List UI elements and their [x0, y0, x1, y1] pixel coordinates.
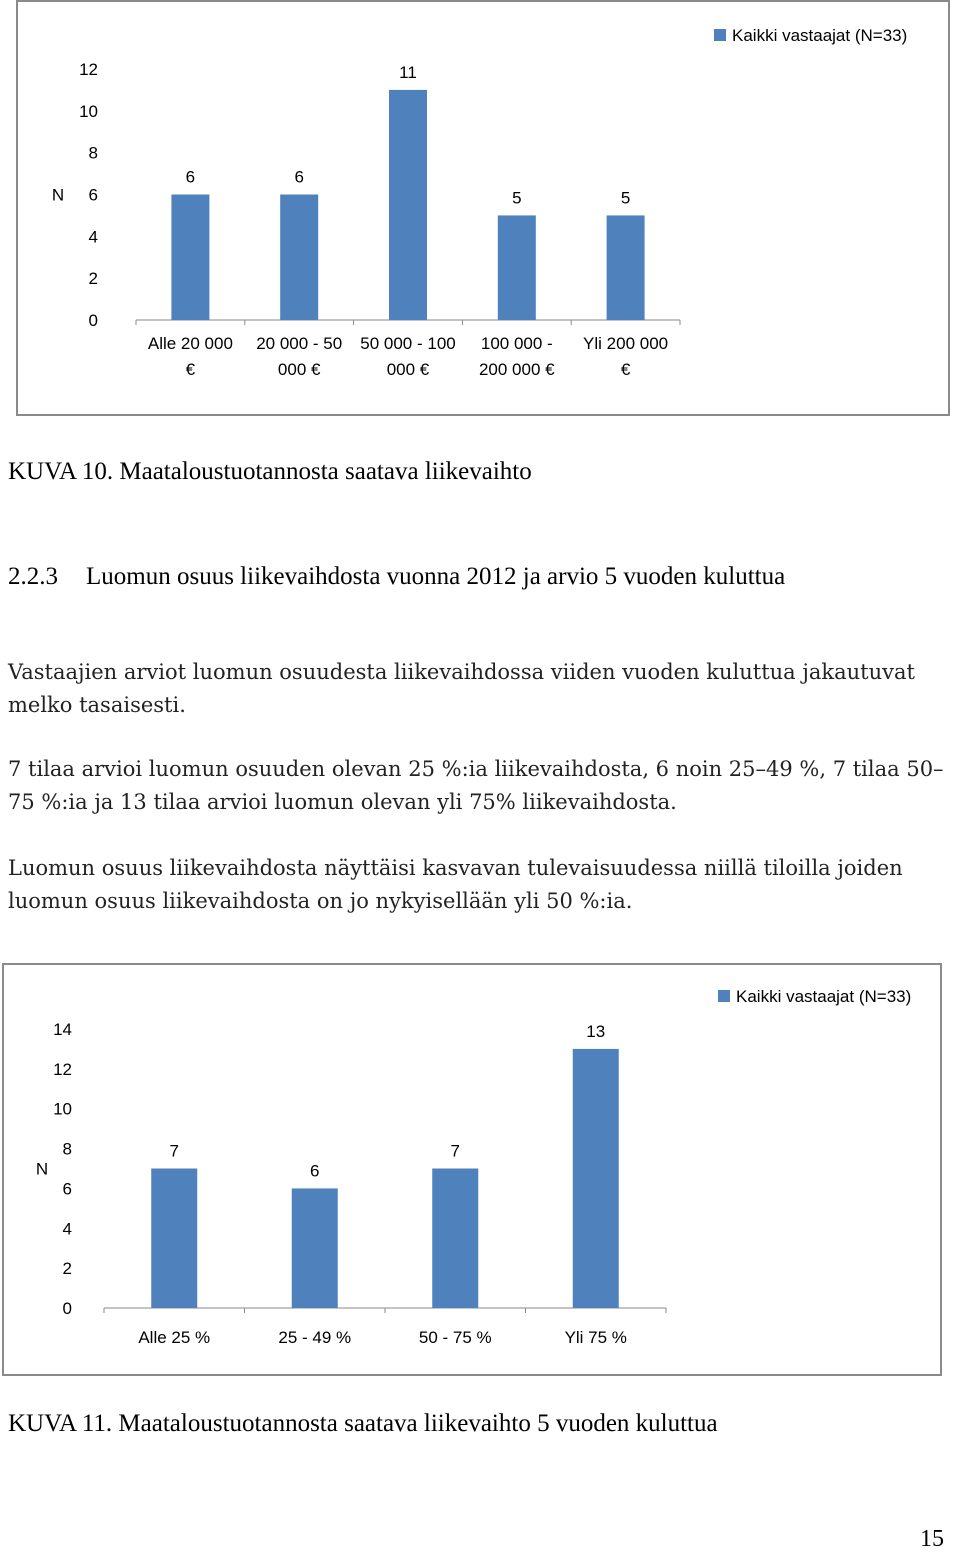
x-tick-label: 50 000 - 100 — [360, 334, 456, 353]
y-tick-label: 4 — [62, 1219, 72, 1239]
bar — [280, 195, 318, 321]
y-axis-label: N — [35, 1159, 49, 1179]
data-label: 11 — [399, 62, 417, 82]
data-label: 13 — [586, 1021, 606, 1041]
y-axis-label: N — [51, 185, 65, 205]
x-tick-label: 000 € — [277, 360, 321, 379]
y-tick-label: 14 — [53, 1020, 72, 1039]
data-label: 6 — [185, 167, 196, 187]
page-number: 15 — [920, 1526, 944, 1552]
y-tick-label: 4 — [88, 227, 98, 247]
x-tick-label: Yli 75 % — [564, 1328, 627, 1347]
bar — [607, 215, 645, 320]
y-tick-label: 10 — [79, 101, 98, 121]
y-tick-label: 0 — [88, 311, 98, 330]
bar — [573, 1049, 619, 1308]
data-label: 6 — [294, 167, 304, 187]
legend-swatch — [714, 29, 726, 41]
legend-label: Kaikki vastaajat (N=33) — [732, 26, 908, 45]
chart-figure-11 — [2, 963, 942, 1376]
x-tick-label: Alle 25 % — [138, 1328, 211, 1347]
y-tick-label: 0 — [62, 1299, 72, 1318]
y-tick-label: 6 — [88, 185, 98, 205]
y-tick-label: 8 — [62, 1139, 72, 1159]
figure-10-caption: KUVA 10. Maataloustuotannosta saatava liikevaihto — [8, 458, 532, 485]
x-tick-label: 50 - 75 % — [418, 1328, 492, 1347]
bar — [171, 195, 209, 321]
paragraph-2: 7 tilaa arvioi luomun osuuden olevan 25 %:ia liikevaihdosta, 6 noin 25–49 %, 7 tilaa 50–75 %:ia ja 13 tilaa arvioi luomun olevan yli 75% liikevaihdosta. — [8, 757, 944, 814]
figure-11-caption: KUVA 11. Maataloustuotannosta saatava liikevaihto 5 vuoden kuluttua — [8, 1410, 718, 1437]
x-tick-label: 100 000 - — [480, 334, 553, 353]
x-tick-label: 000 € — [386, 360, 430, 379]
section-number: 2.2.3 — [8, 563, 58, 590]
y-tick-label: 10 — [53, 1099, 72, 1119]
paragraph-3: Luomun osuus liikevaihdosta näyttäisi kasvavan tulevaisuudessa niillä tiloilla joiden luomun osuus liikevaihdosta on jo nykyisellään yli 50 %:ia. — [8, 856, 903, 913]
chart-figure-10 — [16, 0, 950, 416]
y-tick-label: 8 — [88, 143, 98, 163]
bar-chart-revenue — [18, 2, 952, 418]
legend-label: Kaikki vastaajat (N=33) — [736, 987, 912, 1006]
section-heading — [8, 563, 785, 591]
x-tick-label: Alle 20 000 — [147, 334, 233, 353]
x-tick-label: 20 000 - 50 — [256, 334, 343, 353]
bar-chart-revenue-5-years — [4, 965, 944, 1378]
data-label: 7 — [169, 1141, 179, 1161]
paragraph-1: Vastaajien arviot luomun osuudesta liikevaihdossa viiden vuoden kuluttua jakautuvat melko tasaisesti. — [8, 660, 915, 717]
legend-swatch — [718, 990, 730, 1002]
x-tick-label: 200 000 € — [478, 360, 555, 379]
x-tick-label: € — [620, 360, 631, 379]
x-tick-label: 25 - 49 % — [278, 1328, 352, 1347]
data-label: 7 — [450, 1141, 460, 1161]
y-tick-label: 6 — [62, 1179, 72, 1199]
section-title: Luomun osuus liikevaihdosta vuonna 2012 ja arvio 5 vuoden kuluttua — [86, 563, 786, 590]
bar — [292, 1188, 338, 1308]
x-tick-label: € — [185, 360, 196, 379]
bar — [432, 1169, 478, 1309]
data-label: 5 — [512, 188, 522, 208]
bar — [151, 1169, 197, 1309]
bar — [389, 90, 427, 320]
bar — [498, 215, 536, 320]
y-tick-label: 12 — [79, 60, 98, 79]
x-tick-label: Yli 200 000 — [583, 334, 669, 353]
y-tick-label: 2 — [88, 269, 98, 289]
data-label: 6 — [310, 1161, 320, 1181]
data-label: 5 — [620, 188, 631, 208]
y-tick-label: 2 — [62, 1259, 72, 1279]
y-tick-label: 12 — [53, 1059, 72, 1079]
